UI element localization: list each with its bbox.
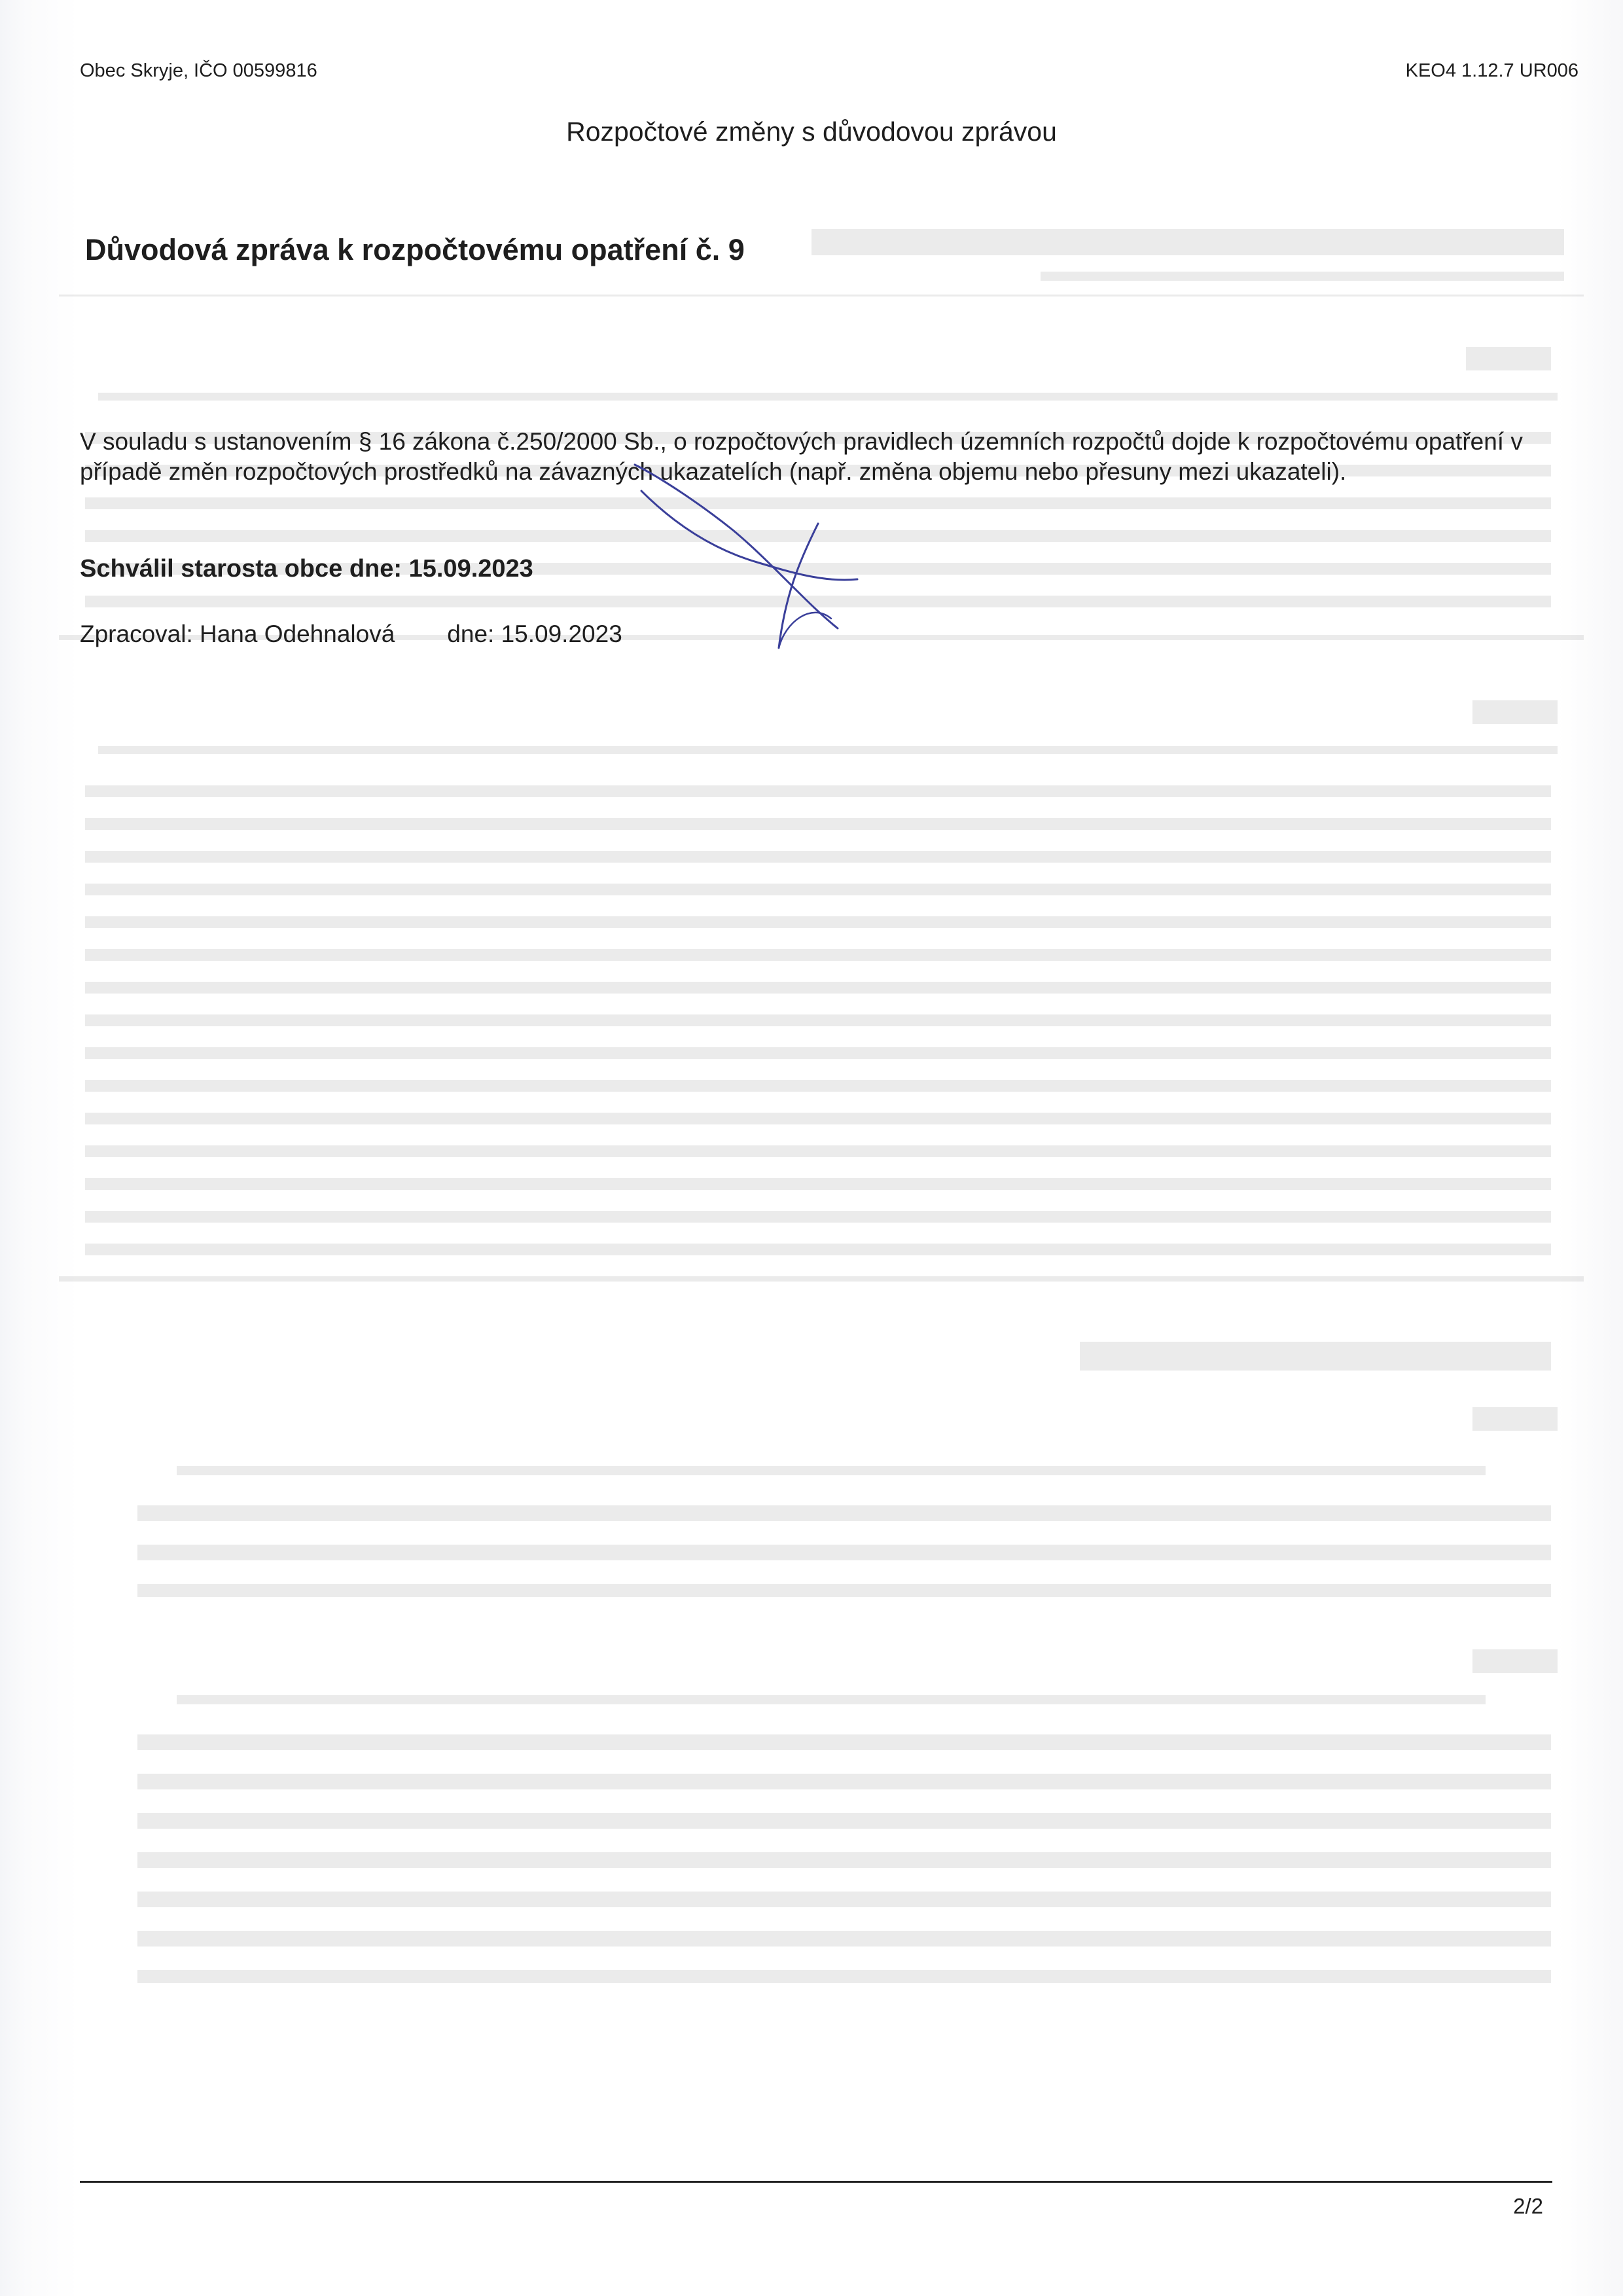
prepared-by-line bbox=[80, 620, 622, 648]
page-number: 2/2 bbox=[1513, 2194, 1543, 2218]
explanatory-report-body: V souladu s ustanovením § 16 zákona č.250/2000 Sb., o rozpočtových pravidlech územních rozpočtů dojde k rozpočtovému opatření v případě změn rozpočtových prostředků na závazných ukazatelích (např. změna objemu nebo přesuny mezi ukazateli). bbox=[80, 428, 1523, 485]
organization-header: Obec Skryje, IČO 00599816 bbox=[80, 60, 317, 81]
handwritten-signature bbox=[622, 452, 870, 661]
document-title: Rozpočtové změny s důvodovou zprávou bbox=[566, 117, 1057, 147]
prepared-date: dne: 15.09.2023 bbox=[447, 620, 622, 647]
footer-divider bbox=[80, 2181, 1552, 2183]
prepared-by: Zpracoval: Hana Odehnalová bbox=[80, 620, 395, 647]
explanatory-report-heading: Důvodová zpráva k rozpočtovému opatření č. 9 bbox=[85, 233, 745, 266]
software-version: KEO4 1.12.7 UR006 bbox=[1405, 60, 1578, 81]
approval-statement: Schválil starosta obce dne: 15.09.2023 bbox=[80, 555, 533, 583]
